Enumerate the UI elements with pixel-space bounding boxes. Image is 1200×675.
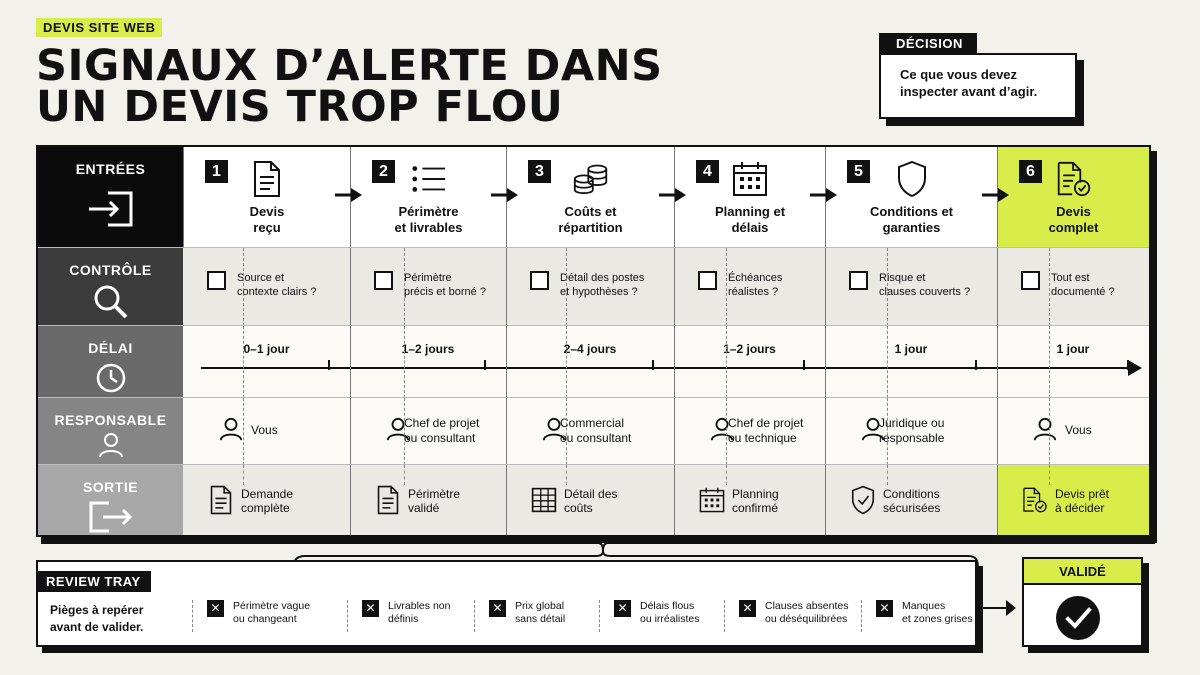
owner-cell bbox=[183, 398, 350, 464]
control-question bbox=[879, 271, 970, 299]
x-icon: ✕ bbox=[876, 600, 893, 617]
dashed-guide bbox=[887, 248, 888, 326]
review-item-line: Périmètre vague bbox=[233, 600, 311, 612]
dashed-guide bbox=[1049, 465, 1050, 485]
control-cell bbox=[825, 248, 997, 325]
step-title-line: répartition bbox=[558, 220, 623, 235]
table-icon bbox=[531, 485, 557, 520]
duration-cell bbox=[183, 326, 350, 397]
tray-divider bbox=[347, 600, 348, 632]
column-divider bbox=[997, 465, 998, 537]
output-line: coûts bbox=[564, 501, 593, 515]
duration-label: 2–4 jours bbox=[563, 342, 617, 356]
timeline-tick bbox=[803, 360, 805, 370]
row-owner bbox=[38, 397, 1149, 464]
row-label-text: SORTIE bbox=[82, 479, 139, 495]
lead-line: avant de valider. bbox=[50, 620, 144, 634]
step-title-line: et livrables bbox=[394, 220, 463, 235]
output-line: complète bbox=[241, 501, 290, 515]
output-text bbox=[241, 487, 293, 515]
document-icon bbox=[375, 485, 401, 520]
owner-text bbox=[251, 423, 278, 438]
column-divider bbox=[350, 465, 351, 537]
control-checkbox[interactable] bbox=[698, 271, 717, 290]
user-icon bbox=[219, 416, 243, 447]
review-item-text bbox=[902, 600, 1042, 626]
control-question bbox=[237, 271, 316, 299]
dashed-guide bbox=[404, 248, 405, 326]
duration-label: 1 jour bbox=[1056, 342, 1090, 356]
dashed-guide bbox=[1049, 326, 1050, 398]
step-5 bbox=[825, 147, 997, 247]
column-divider bbox=[997, 248, 998, 325]
step-title bbox=[675, 204, 825, 236]
dashed-guide bbox=[566, 326, 567, 398]
owner-line: Commercial bbox=[560, 416, 625, 430]
column-divider bbox=[674, 248, 675, 325]
review-item-line: définis bbox=[388, 613, 419, 625]
dashed-guide bbox=[887, 465, 888, 485]
step-title bbox=[507, 204, 674, 236]
review-tray-tag: REVIEW TRAY bbox=[36, 571, 151, 592]
control-line: documenté ? bbox=[1051, 286, 1115, 298]
column-divider bbox=[506, 248, 507, 325]
dashed-guide bbox=[887, 398, 888, 465]
duration-label: 1–2 jours bbox=[723, 342, 776, 356]
tray-divider bbox=[861, 600, 862, 632]
control-cell bbox=[350, 248, 506, 325]
output-line: Planning bbox=[732, 487, 779, 501]
control-line: clauses couverts ? bbox=[879, 286, 971, 298]
document-check-icon bbox=[1056, 160, 1092, 203]
dashed-guide bbox=[404, 326, 405, 398]
owner-cell bbox=[506, 398, 674, 464]
review-item-line: Clauses absentes bbox=[765, 600, 849, 612]
owner-line: ou consultant bbox=[404, 431, 476, 445]
owner-cell bbox=[674, 398, 825, 464]
review-item-text bbox=[640, 600, 780, 626]
decision-line: Ce que vous devez bbox=[900, 67, 1018, 82]
magnifier-icon bbox=[93, 284, 129, 320]
row-label-owner bbox=[38, 398, 183, 464]
owner-cell bbox=[825, 398, 997, 464]
login-icon bbox=[86, 190, 136, 228]
owner-text bbox=[1065, 423, 1092, 438]
dashed-guide bbox=[404, 465, 405, 485]
column-divider bbox=[674, 398, 675, 464]
control-line: Source et bbox=[237, 272, 285, 284]
review-tray-lead bbox=[50, 602, 143, 636]
step-title-line: Coûts et bbox=[564, 204, 617, 219]
row-label-text: DÉLAI bbox=[88, 340, 133, 356]
step-title-line: délais bbox=[731, 220, 769, 235]
document-icon bbox=[208, 485, 234, 520]
control-cell bbox=[997, 248, 1149, 325]
timeline-tick bbox=[975, 360, 977, 370]
column-divider bbox=[674, 465, 675, 537]
column-divider bbox=[350, 326, 351, 397]
owner-text bbox=[404, 416, 479, 446]
document-icon bbox=[249, 160, 285, 203]
control-line: Détail des postes bbox=[560, 272, 645, 284]
output-cell bbox=[350, 465, 506, 537]
control-cell bbox=[506, 248, 674, 325]
duration-cell bbox=[825, 326, 997, 397]
process-grid bbox=[36, 145, 1151, 537]
step-2 bbox=[350, 147, 506, 247]
step-title bbox=[184, 204, 350, 236]
tray-divider bbox=[724, 600, 725, 632]
x-icon: ✕ bbox=[489, 600, 506, 617]
step-title-line: garanties bbox=[882, 220, 941, 235]
decision-tag: DÉCISION bbox=[879, 33, 977, 54]
dashed-guide bbox=[404, 398, 405, 465]
output-cell bbox=[997, 465, 1149, 537]
output-line: confirmé bbox=[732, 501, 779, 515]
decision-box bbox=[879, 53, 1077, 119]
shield-check-icon bbox=[850, 485, 876, 520]
row-label-text: RESPONSABLE bbox=[54, 412, 167, 428]
step-1 bbox=[183, 147, 350, 247]
row-duration bbox=[38, 325, 1149, 397]
review-item-line: Manques bbox=[902, 600, 946, 612]
column-divider bbox=[506, 326, 507, 397]
output-text bbox=[732, 487, 779, 515]
flow-arrow-icon bbox=[491, 187, 519, 208]
owner-line: ou consultant bbox=[560, 431, 632, 445]
output-line: Périmètre bbox=[408, 487, 461, 501]
review-item-line: ou déséquilibrées bbox=[765, 613, 848, 625]
step-number: 2 bbox=[372, 160, 395, 183]
control-question bbox=[404, 271, 486, 299]
control-line: contexte clairs ? bbox=[237, 286, 317, 298]
step-title-line: Périmètre bbox=[398, 204, 459, 219]
duration-label: 1–2 jours bbox=[401, 342, 455, 356]
step-title-line: Conditions et bbox=[869, 204, 954, 219]
duration-label: 1 jour bbox=[894, 342, 928, 356]
logout-icon bbox=[89, 501, 133, 533]
control-question bbox=[560, 271, 644, 299]
user-icon bbox=[1033, 416, 1057, 447]
flow-arrow-icon bbox=[659, 187, 687, 208]
output-line: Détail des bbox=[564, 487, 618, 501]
review-item-text bbox=[515, 600, 655, 626]
output-line: Conditions bbox=[883, 487, 940, 501]
control-line: Périmètre bbox=[404, 272, 452, 284]
step-number: 5 bbox=[847, 160, 870, 183]
document-check-icon bbox=[1022, 485, 1048, 520]
dashed-guide bbox=[566, 248, 567, 326]
control-line: précis et borné ? bbox=[404, 286, 486, 298]
dashed-guide bbox=[566, 398, 567, 465]
review-item-line: Prix global bbox=[515, 600, 565, 612]
column-divider bbox=[825, 465, 826, 537]
column-divider bbox=[350, 248, 351, 325]
control-checkbox[interactable] bbox=[374, 271, 393, 290]
control-question bbox=[728, 271, 782, 299]
decision-line: inspecter avant d’agir. bbox=[900, 84, 1038, 99]
duration-label: 0–1 jour bbox=[243, 342, 290, 356]
dashed-guide bbox=[726, 326, 727, 398]
control-checkbox[interactable] bbox=[1021, 271, 1040, 290]
step-4 bbox=[674, 147, 825, 247]
user-icon bbox=[98, 432, 124, 458]
dashed-guide bbox=[726, 398, 727, 465]
shield-icon bbox=[894, 160, 930, 203]
category-tag: DEVIS SITE WEB bbox=[36, 18, 162, 37]
control-line: et hypothèses ? bbox=[560, 286, 638, 298]
calendar-icon bbox=[732, 160, 768, 203]
output-line: Devis prêt bbox=[1055, 487, 1110, 501]
duration-cell bbox=[506, 326, 674, 397]
dashed-guide bbox=[726, 465, 727, 485]
review-item-text bbox=[233, 600, 373, 626]
validated-label: VALIDÉ bbox=[1024, 559, 1141, 585]
x-icon: ✕ bbox=[739, 600, 756, 617]
owner-text bbox=[879, 416, 944, 446]
owner-line: responsable bbox=[879, 431, 945, 445]
step-title-line: Planning et bbox=[714, 204, 786, 219]
owner-line: Juridique ou bbox=[879, 416, 945, 430]
step-title-line: Devis bbox=[249, 204, 285, 219]
tray-divider bbox=[474, 600, 475, 632]
timeline-tick bbox=[1127, 360, 1129, 370]
dashed-guide bbox=[1049, 398, 1050, 465]
owner-line: Vous bbox=[251, 423, 278, 437]
output-cell bbox=[674, 465, 825, 537]
review-item-line: ou changeant bbox=[233, 613, 297, 625]
owner-line: Chef de projet bbox=[728, 416, 804, 430]
row-control bbox=[38, 247, 1149, 325]
x-icon: ✕ bbox=[614, 600, 631, 617]
tray-divider bbox=[192, 600, 193, 632]
timeline-tick bbox=[652, 360, 654, 370]
row-label-text: CONTRÔLE bbox=[69, 262, 152, 278]
flow-arrow-icon bbox=[810, 187, 838, 208]
review-item-line: Livrables non bbox=[388, 600, 451, 612]
title-line: UN DEVIS TROP FLOU bbox=[36, 82, 564, 132]
column-divider bbox=[350, 398, 351, 464]
owner-cell bbox=[997, 398, 1149, 464]
control-line: Risque et bbox=[879, 272, 926, 284]
control-cell bbox=[674, 248, 825, 325]
control-line: réalistes ? bbox=[728, 286, 779, 298]
column-divider bbox=[997, 398, 998, 464]
control-cell bbox=[183, 248, 350, 325]
check-circle-icon bbox=[1055, 595, 1101, 641]
step-title bbox=[826, 204, 997, 236]
owner-line: Chef de projet bbox=[404, 416, 480, 430]
output-line: à décider bbox=[1055, 501, 1105, 515]
step-3 bbox=[506, 147, 674, 247]
dashed-guide bbox=[243, 398, 244, 465]
control-checkbox[interactable] bbox=[207, 271, 226, 290]
output-line: validé bbox=[408, 501, 440, 515]
output-text bbox=[408, 487, 460, 515]
x-icon: ✕ bbox=[207, 600, 224, 617]
column-divider bbox=[997, 326, 998, 397]
step-title-line: reçu bbox=[253, 220, 281, 235]
output-cell bbox=[183, 465, 350, 537]
review-item-line: et zones grises bbox=[902, 613, 973, 625]
control-checkbox[interactable] bbox=[530, 271, 549, 290]
review-item-line: ou irréalistes bbox=[640, 613, 700, 625]
column-divider bbox=[825, 398, 826, 464]
to-validated-arrow bbox=[976, 597, 1020, 619]
review-item-line: sans détail bbox=[515, 613, 566, 625]
step-number: 6 bbox=[1019, 160, 1042, 183]
output-text bbox=[564, 487, 617, 515]
output-line: Demande bbox=[241, 487, 294, 501]
coins-icon bbox=[573, 160, 609, 203]
dashed-guide bbox=[726, 248, 727, 326]
row-label-output bbox=[38, 465, 183, 537]
review-item-text bbox=[388, 600, 528, 626]
tray-divider bbox=[599, 600, 600, 632]
row-inputs bbox=[38, 147, 1149, 247]
control-line: Échéances bbox=[728, 272, 783, 284]
row-label-control bbox=[38, 248, 183, 325]
dashed-guide bbox=[1049, 248, 1050, 326]
step-title bbox=[998, 204, 1149, 236]
dashed-guide bbox=[566, 465, 567, 485]
column-divider bbox=[825, 326, 826, 397]
owner-text bbox=[728, 416, 803, 446]
row-label-inputs bbox=[38, 147, 183, 247]
dashed-guide bbox=[887, 326, 888, 398]
column-divider bbox=[506, 465, 507, 537]
owner-line: Vous bbox=[1065, 423, 1092, 437]
dashed-guide bbox=[243, 465, 244, 485]
column-divider bbox=[674, 326, 675, 397]
output-text bbox=[1055, 487, 1109, 515]
page-title bbox=[36, 41, 663, 132]
step-title-line: Devis bbox=[1056, 204, 1091, 219]
flow-arrow-icon bbox=[982, 187, 1010, 208]
timeline-tick bbox=[328, 360, 330, 370]
calendar-icon bbox=[699, 485, 725, 520]
dashed-guide bbox=[243, 248, 244, 326]
dashed-guide bbox=[243, 326, 244, 398]
control-question bbox=[1051, 271, 1115, 299]
column-divider bbox=[825, 248, 826, 325]
step-number: 3 bbox=[528, 160, 551, 183]
column-divider bbox=[506, 398, 507, 464]
owner-line: ou technique bbox=[728, 431, 797, 445]
clock-icon bbox=[95, 362, 127, 394]
row-output bbox=[38, 464, 1149, 537]
output-cell bbox=[825, 465, 997, 537]
x-icon: ✕ bbox=[362, 600, 379, 617]
title-line: SIGNAUX D’ALERTE DANS bbox=[36, 41, 663, 91]
review-item-line: Délais flous bbox=[640, 600, 695, 612]
row-label-duration bbox=[38, 326, 183, 397]
duration-cell bbox=[350, 326, 506, 397]
row-label-text: ENTRÉES bbox=[75, 161, 146, 177]
timeline-tick bbox=[484, 360, 486, 370]
output-cell bbox=[506, 465, 674, 537]
control-checkbox[interactable] bbox=[849, 271, 868, 290]
control-line: Tout est bbox=[1051, 272, 1090, 284]
list-icon bbox=[411, 160, 447, 203]
step-6 bbox=[997, 147, 1149, 247]
step-title bbox=[351, 204, 506, 236]
output-text bbox=[883, 487, 940, 515]
step-number: 4 bbox=[696, 160, 719, 183]
step-title-line: complet bbox=[1048, 220, 1099, 235]
flow-arrow-icon bbox=[335, 187, 363, 208]
lead-line: Pièges à repérer bbox=[50, 603, 144, 617]
owner-text bbox=[560, 416, 631, 446]
owner-cell bbox=[350, 398, 506, 464]
step-number: 1 bbox=[205, 160, 228, 183]
validated-box bbox=[1022, 557, 1143, 647]
output-line: sécurisées bbox=[883, 501, 941, 515]
